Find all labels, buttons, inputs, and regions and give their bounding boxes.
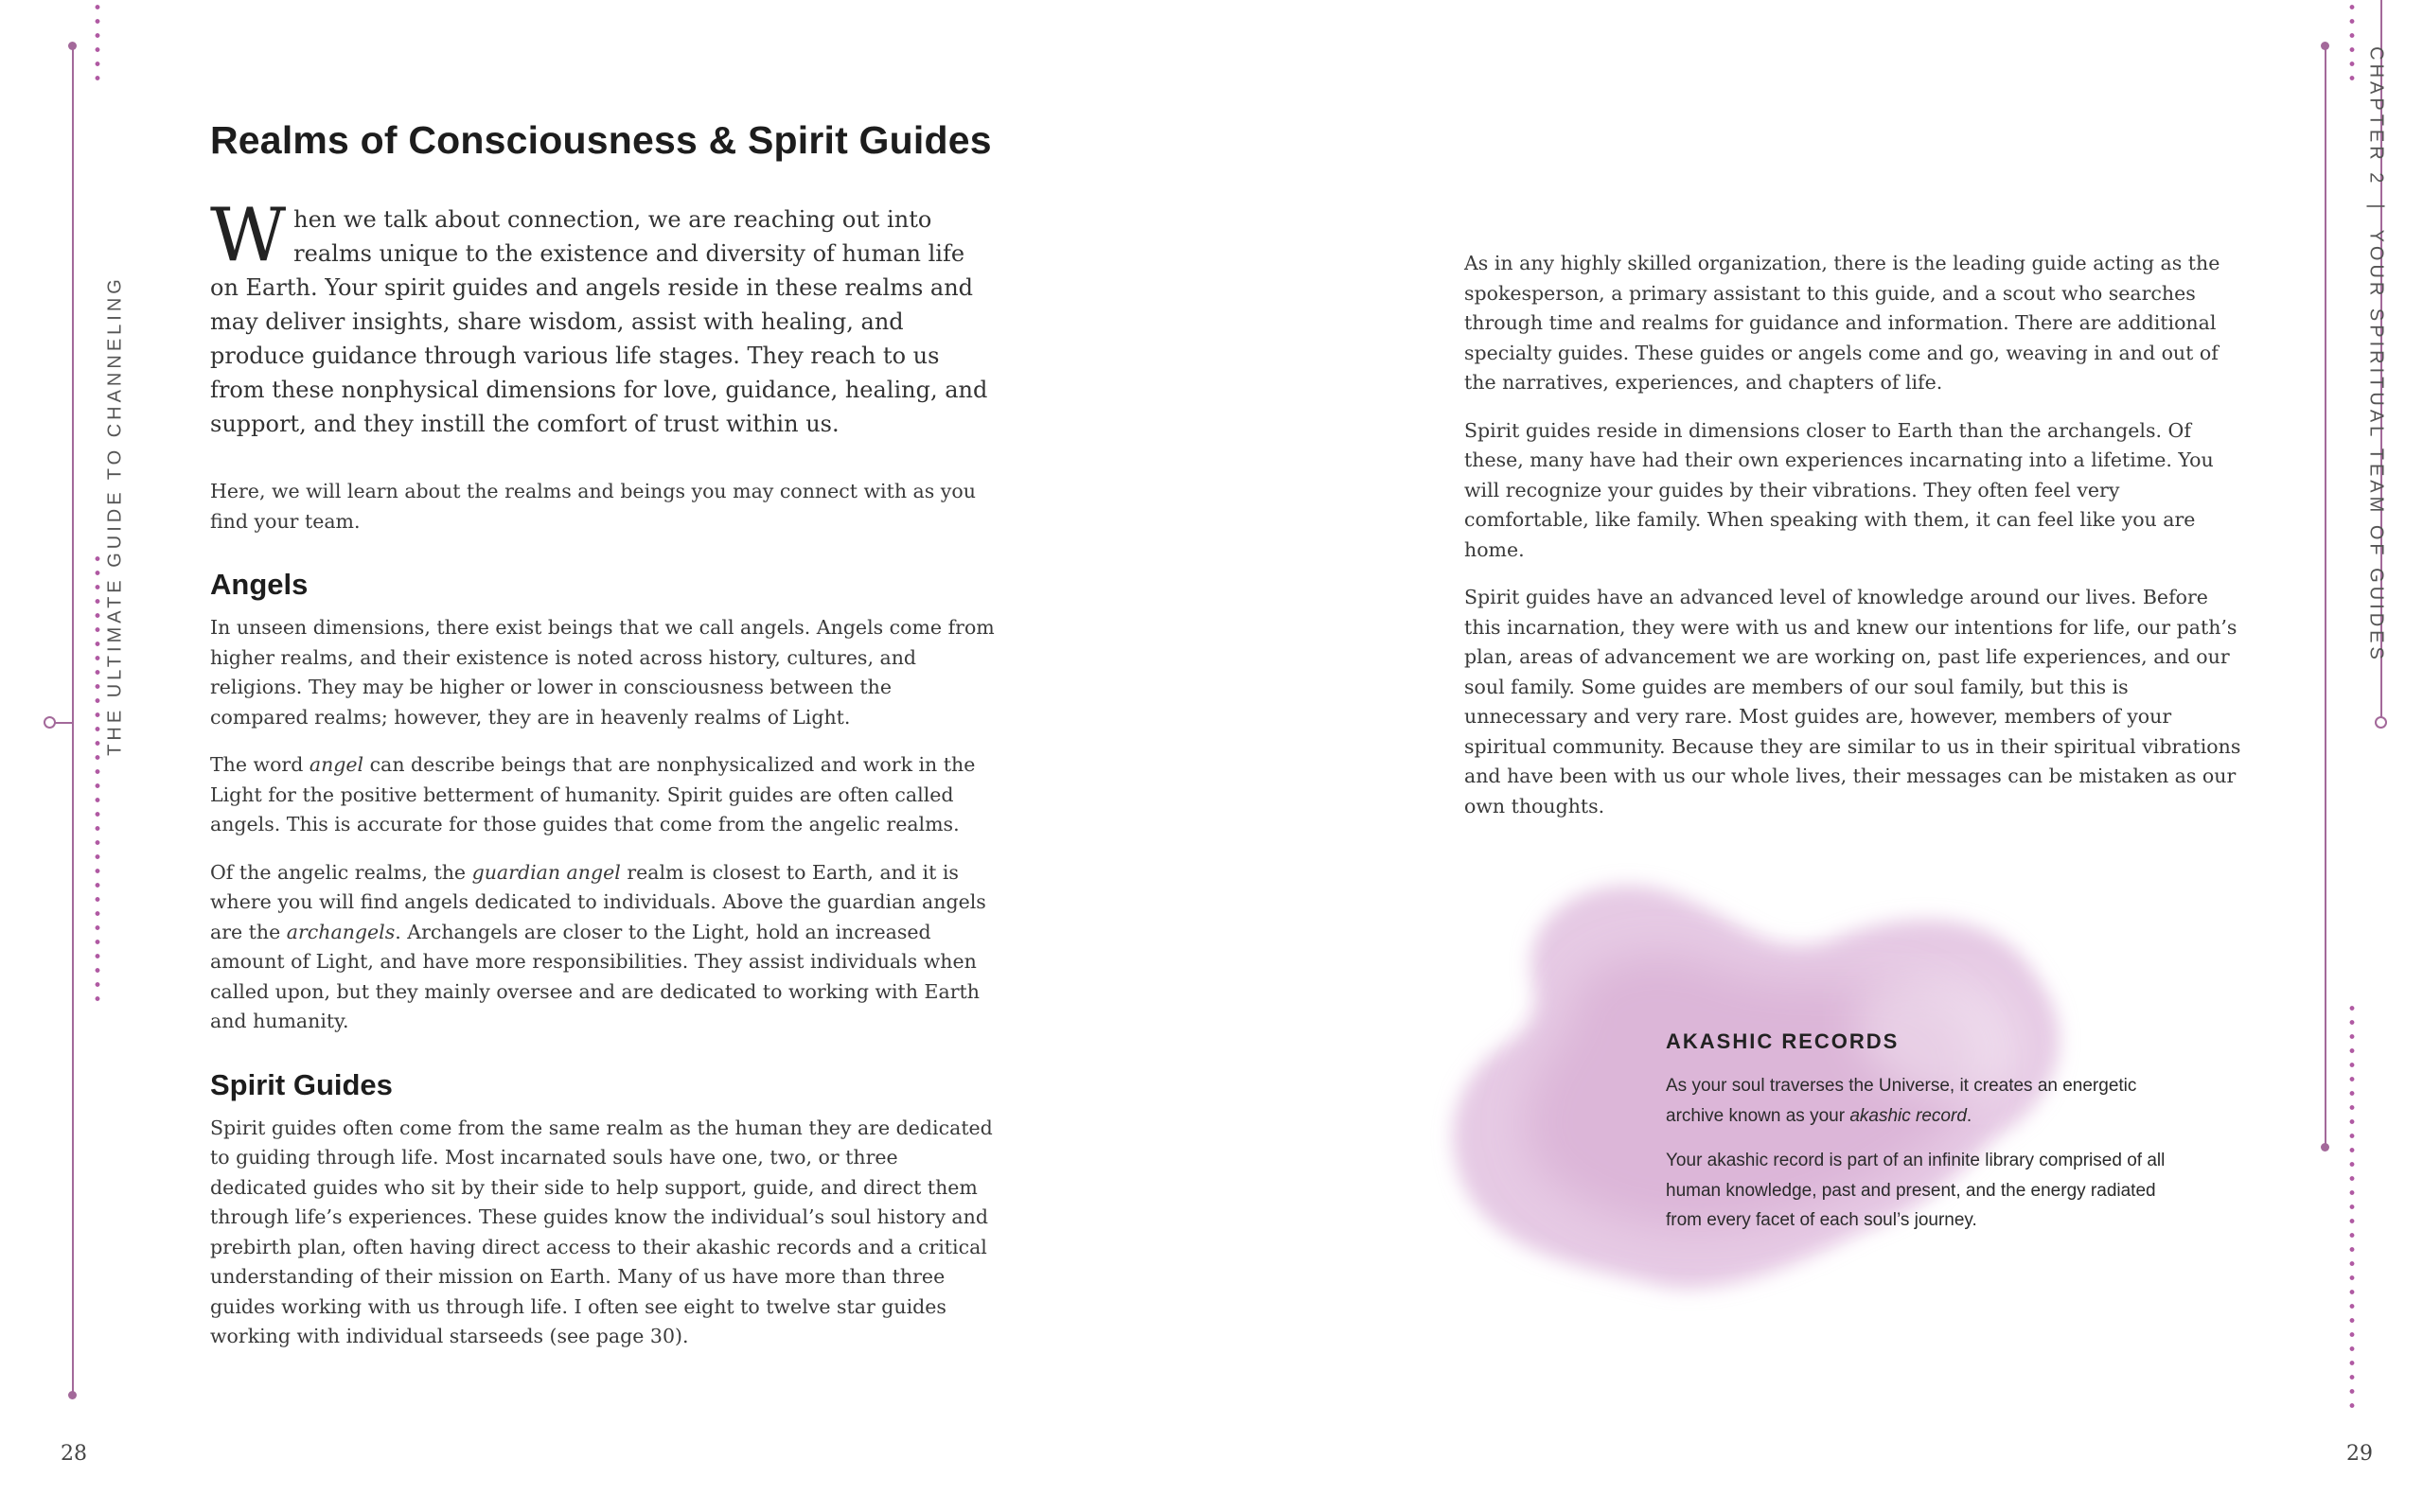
- running-head-separator: |: [2365, 203, 2387, 213]
- angels-p3-emphasis-1: guardian angel: [471, 860, 621, 884]
- right-paragraph-3: Spirit guides have an advanced level of knowledge around our lives. Before this incarnation, they were with us and knew our intentions for life, our path’s plan, areas of advancement we are working on, past life experiences, and our soul family. Some guides are members of our soul family, but this is unnecessary and very rare. Most guides are, however, members of your spiritual community. Because they are similar to us in their spiritual vibrations and have been with us our whole lives, their messages can be mistaken as our own thoughts.: [1464, 586, 2241, 818]
- left-page-content: [210, 118, 996, 1352]
- right-rule-bottom-knob: [2321, 1143, 2329, 1152]
- left-rule-bottom-knob: [68, 1391, 77, 1399]
- angels-p2-text-a: The word: [210, 753, 310, 776]
- right-rule-ring: [2375, 716, 2387, 729]
- angels-heading: Angels: [210, 568, 309, 601]
- angels-p3-text-c: . Archangels are closer to the Light, hold an increased amount of Light, and have more responsibilities. They assist individuals when called upon, but they mainly oversee and are dedicated to working with Earth and humanity.: [210, 920, 980, 1032]
- right-paragraph-2: Spirit guides reside in dimensions closer to Earth than the archangels. Of these, many have had their own experiences incarnating into a lifetime. You will recognize your guides by their vibrations. They often feel very comfortable, like family. When speaking with them, it can feel like you are home.: [1464, 418, 2214, 561]
- spirit-guides-heading: Spirit Guides: [210, 1067, 393, 1101]
- right-margin-rule: [2325, 45, 2326, 1148]
- angels-p3-text-b: realm is closest to Earth, and it is where you will find angels dedicated to individuals. Above the guardian angels are the: [210, 860, 986, 943]
- akashic-records-sidebar: [1666, 1029, 2196, 1236]
- intro-text: hen we talk about connection, we are reaching out into realms unique to the existence and diversity of human life on Earth. Your spirit guides and angels reside in these realms and may deliver insights, share wisdom, assist with healing, and produce guidance through various life stages. They reach to us from these nonphysical dimensions for love, guidance, healing, and support, and they instill the comfort of trust within us.: [210, 206, 988, 437]
- right-running-head: [2365, 46, 2387, 663]
- angels-p3-text-a: Of the angelic realms, the: [210, 860, 472, 884]
- drop-cap: W: [210, 193, 287, 278]
- left-margin-rule: [72, 45, 74, 722]
- sidebar-paragraph-1: [1666, 1071, 2196, 1131]
- intro-paragraph: [210, 193, 996, 441]
- right-paragraph-1: As in any highly skilled organization, there is the leading guide acting as the spokesperson, a primary assistant to this guide, and a scout who searches through time and realms for guidance and information. There are additional specialty guides. These guides or angels come and go, weaving in and out of the narratives, experiences, and chapters of life.: [1464, 252, 2220, 394]
- sidebar-paragraph-2: Your akashic record is part of an infinite library comprised of all human knowledge, past and present, and the energy radiated from every facet of each soul’s journey.: [1666, 1151, 2166, 1230]
- lead-paragraph: Here, we will learn about the realms and beings you may connect with as you find your team.: [210, 480, 976, 533]
- angels-p2-text-b: can describe beings that are nonphysicalized and work in the Light for the positive betterment of humanity. Spirit guides are often called angels. This is accurate for those guides that come from the angelic realms.: [210, 753, 976, 835]
- angels-p3-emphasis-2: archangels: [286, 920, 396, 943]
- left-dotted-border-top: [95, 0, 100, 90]
- running-head-chapter: CHAPTER 2: [2365, 46, 2387, 187]
- angels-paragraph-3: [210, 858, 996, 1037]
- left-margin-rule-horizontal: [55, 722, 72, 724]
- angels-paragraph-2: [210, 750, 996, 840]
- sidebar-p1-text-a: As your soul traverses the Universe, it creates an energetic archive known as your: [1666, 1076, 2137, 1126]
- angels-paragraph-1: In unseen dimensions, there exist beings that we call angels. Angels come from higher realms, and their existence is noted across history, cultures, and religions. They may be higher or lower in consciousness between the compared realms; however, they are in heavenly realms of Light.: [210, 616, 995, 729]
- sidebar-p1-text-b: .: [1966, 1105, 1972, 1126]
- page-title: Realms of Consciousness & Spirit Guides: [210, 118, 992, 162]
- angels-p2-emphasis: angel: [309, 753, 364, 776]
- right-dotted-border: [2349, 1001, 2355, 1417]
- spirit-guides-paragraph: Spirit guides often come from the same realm as the human they are dedicated to guiding through life. Most incarnated souls have one, two, or three dedicated guides who sit by their side to help support, guide, and direct them through life’s experiences. These guides know the individual’s soul history and prebirth plan, often having direct access to their akashic records and a critical understanding of their mission on Earth. Many of us have more than three guides working with us through life. I often see eight to twelve star guides working with individual starseeds (see page 30).: [210, 1116, 993, 1347]
- left-rule-top-knob: [68, 42, 77, 50]
- right-page-number: 29: [2346, 1442, 2373, 1466]
- running-head-title: YOUR SPIRITUAL TEAM OF GUIDES: [2365, 229, 2387, 663]
- right-rule-top-knob: [2321, 42, 2329, 50]
- left-running-head: THE ULTIMATE GUIDE TO CHANNELING: [104, 275, 126, 756]
- left-page-number: 28: [61, 1442, 87, 1466]
- left-dotted-border: [95, 552, 100, 1011]
- sidebar-p1-emphasis: akashic record: [1849, 1105, 1967, 1126]
- sidebar-title: AKASHIC RECORDS: [1666, 1029, 1900, 1053]
- left-margin-rule-lower: [72, 722, 74, 1394]
- right-dotted-border-top: [2349, 0, 2355, 90]
- right-page-content: [1464, 249, 2244, 821]
